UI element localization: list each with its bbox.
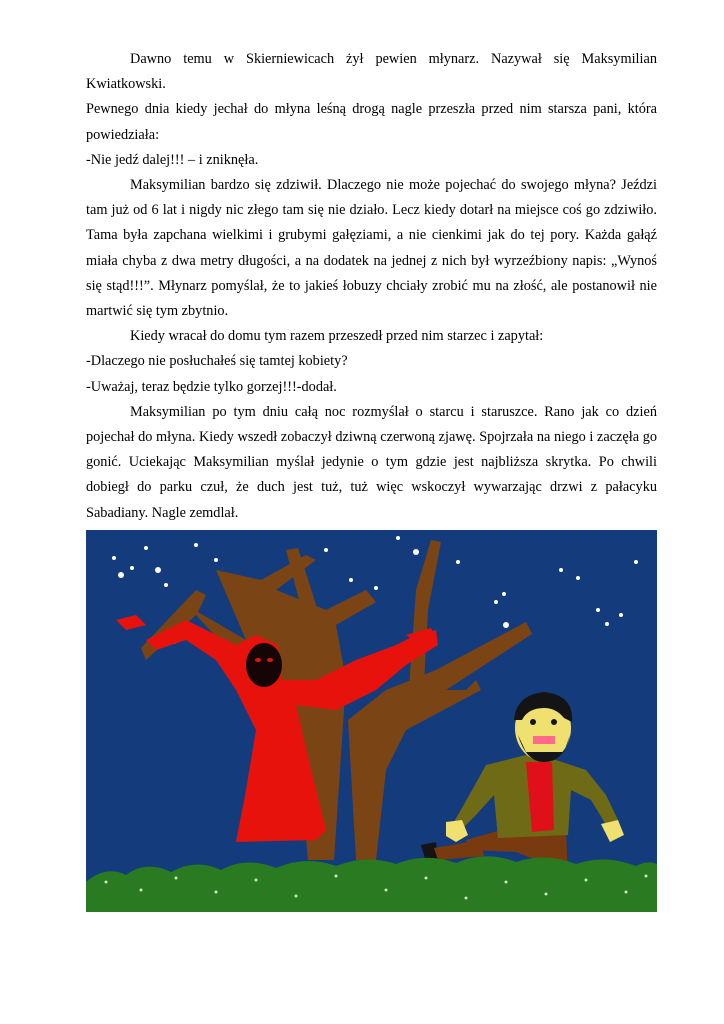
paragraph-2: Pewnego dnia kiedy jechał do młyna leśną drogą nagle przeszła przed nim starsza pani, która powiedziała: [86,101,657,143]
paragraph-6: -Dlaczego nie posłuchałeś się tamtej kobiety? [86,353,348,370]
illustration-drawing [86,530,657,912]
paragraph-8: Maksymilian po tym dniu całą noc rozmyślał o starcu i staruszce. Rano jak co dzień pojechał do młyna. Kiedy wszedł zobaczył dziwną czerwoną zjawę. Spojrzała na niego i zaczęła go gonić. Uciekając Maksymilian myślał jedynie o tym gdzie jest najbliższa skrytka. Po chwili dobiegł do parku czuł, że duch jest tuż, tuż więc wskoczył wywarzając drzwi z pałacyku Sabadiany. Nagle zemdlał. [86,403,657,521]
paragraph-3: -Nie jedź dalej!!! – i zniknęła. [86,151,259,168]
paragraph-4: Maksymilian bardzo się zdziwił. Dlaczego nie może pojechać do swojego młyna? Jeździ tam już od 6 lat i nigdy nic złego tam się nie działo. Lecz kiedy dotarł na miejsce coś go zdziwiło. Tama była zapchana wielkimi i grubymi gałęziami, a nie cienkimi jak do tej pory. Każda gałąź miała chyba z dwa metry długości, a na dodatek na jednej z nich był wyrzeźbiony napis: „Wynoś się stąd!!!”. Młynarz pomyślał, że to jakieś łobuzy chciały zrobić mu na złość, ale postanowił nie martwić się tym zbytnio. [86,177,657,320]
story-text [86,47,657,526]
paragraph-1: Dawno temu w Skierniewicach żył pewien młynarz. Nazywał się Maksymilian Kwiatkowski. [86,51,657,93]
paragraph-5: Kiedy wracał do domu tym razem przeszedł przed nim starzec i zapytał: [130,328,544,345]
story-illustration [86,530,657,912]
paragraph-7: -Uważaj, teraz będzie tylko gorzej!!!-dodał. [86,378,337,395]
